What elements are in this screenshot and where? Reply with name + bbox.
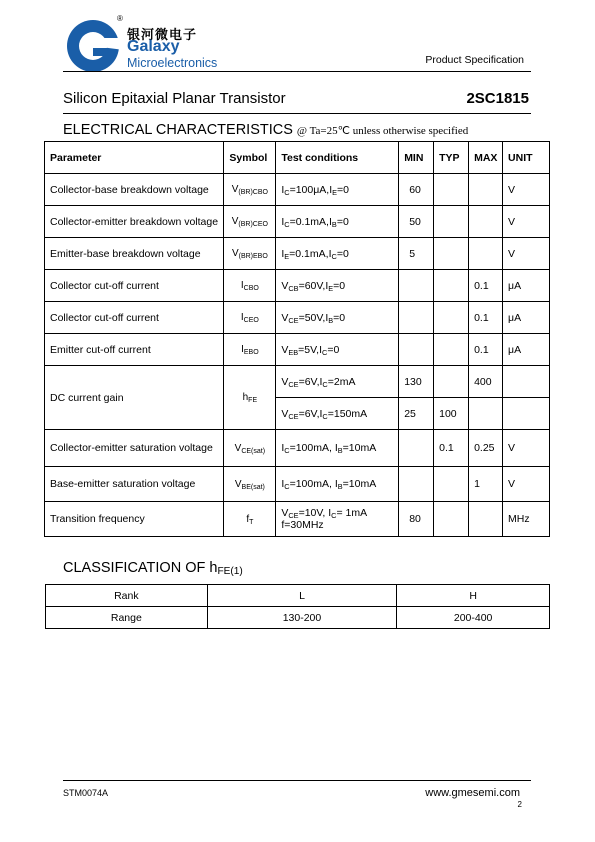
table-row [45,502,550,537]
condition-cell: $I_C=100mA$, $I_B=10mA$ [276,467,399,502]
classification-heading-sub: FE(1) [217,566,243,577]
condition-cell: $V_{CB}=60V,I_E=0$ [276,270,399,302]
document-title: Silicon Epitaxial Planar Transistor [63,90,286,107]
table-row [45,206,550,238]
condition-cell: $V_{EB}=5V,I_C=0$ [276,334,399,366]
table-header-row [45,142,550,174]
range-h: 200-400 [397,607,550,629]
min-cell: 60 [399,174,434,206]
symbol-cell: $f_T$ [224,502,276,537]
parameter-cell: Base-emitter saturation voltage [45,467,224,502]
typ-cell [434,502,469,537]
range-label: Range [46,607,208,629]
table-row [45,334,550,366]
range-row [46,607,550,629]
unit-cell: V [503,238,550,270]
symbol-cell: $V_{(BR)CEO}$ [224,206,276,238]
parameter-cell: Emitter cut-off current [45,334,224,366]
website-link[interactable]: www.gmesemi.com [425,787,520,799]
page-number: 2 [517,800,522,809]
min-cell: 50 [399,206,434,238]
unit-cell: V [503,206,550,238]
unit-cell [503,398,550,430]
rank-label: Rank [46,585,208,607]
typ-cell [434,467,469,502]
max-cell [469,398,503,430]
min-cell [399,334,434,366]
registered-mark: ® [117,14,123,23]
table-row [45,467,550,502]
max-cell: 0.1 [469,302,503,334]
condition-cell: $V_{CE}=50V,I_B=0$ [276,302,399,334]
rank-h: H [397,585,550,607]
min-cell: 80 [399,502,434,537]
typ-cell [434,270,469,302]
typ-cell [434,302,469,334]
logo-brand-name: Galaxy [127,38,180,55]
condition-cell: $V_{CE}=10V$, $I_C= 1mA$ f=30MHz [276,502,399,537]
min-cell [399,467,434,502]
typ-cell [434,206,469,238]
condition-cell: $I_C=100\mu A,I_E=0$ [276,174,399,206]
footer-divider [63,780,531,781]
classification-heading [63,560,243,576]
symbol-cell: $V_{BE(sat)}$ [224,467,276,502]
parameter-cell: Emitter-base breakdown voltage [45,238,224,270]
parameter-cell: Collector cut-off current [45,302,224,334]
unit-cell: μA [503,302,550,334]
unit-cell: μA [503,334,550,366]
max-cell: 0.1 [469,270,503,302]
electrical-heading [63,122,468,138]
table-row [45,238,550,270]
condition-cell: $I_E=0.1mA,I_C=0$ [276,238,399,270]
column-header-typ: TYP [434,142,469,174]
symbol-cell: $h_{FE}$ [224,366,276,430]
symbol-cell: $V_{CE(sat)}$ [224,430,276,467]
unit-cell: V [503,174,550,206]
max-cell: 0.25 [469,430,503,467]
product-specification-label: Product Specification [425,54,524,66]
max-cell: 0.1 [469,334,503,366]
max-cell [469,174,503,206]
classification-heading-text: CLASSIFICATION OF h [63,560,218,576]
parameter-cell: Collector-base breakdown voltage [45,174,224,206]
table-row [45,430,550,467]
header-divider [63,71,531,72]
min-cell [399,270,434,302]
column-header-unit: UNIT [503,142,550,174]
symbol-cell: $V_{(BR)EBO}$ [224,238,276,270]
symbol-cell: $I_{CEO}$ [224,302,276,334]
column-header-min: MIN [399,142,434,174]
max-cell [469,206,503,238]
column-header-max: MAX [469,142,503,174]
unit-cell: μA [503,270,550,302]
unit-cell: V [503,467,550,502]
typ-cell [434,366,469,398]
table-row [45,302,550,334]
min-cell: 130 [399,366,434,398]
symbol-cell: $V_{(BR)CBO}$ [224,174,276,206]
typ-cell: 100 [434,398,469,430]
document-id: STM0074A [63,788,109,798]
max-cell: 400 [469,366,503,398]
condition-cell: $I_C=0.1mA,I_B=0$ [276,206,399,238]
unit-cell: MHz [503,502,550,537]
title-divider [63,113,531,114]
parameter-cell: Collector cut-off current [45,270,224,302]
condition-cell: $I_C=100mA$, $I_B=10mA$ [276,430,399,467]
range-l: 130-200 [207,607,397,629]
symbol-cell: $I_{EBO}$ [224,334,276,366]
table-row [45,270,550,302]
column-header-symbol: Symbol [224,142,276,174]
logo-brand-subname: Microelectronics [127,56,218,70]
rank-row [46,585,550,607]
logo-chinese-name: 银河微电子 [127,27,198,42]
parameter-cell: Collector-emitter saturation voltage [45,430,224,467]
classification-table [45,584,550,629]
unit-cell [503,366,550,398]
unit-cell: V [503,430,550,467]
part-number: 2SC1815 [466,90,529,107]
electrical-table [44,141,550,537]
min-cell [399,430,434,467]
table-row [45,366,550,398]
max-cell [469,502,503,537]
electrical-heading-text: ELECTRICAL CHARACTERISTICS [63,122,293,138]
column-header-test-conditions: Test conditions [276,142,399,174]
max-cell: 1 [469,467,503,502]
condition-cell: $V_{CE}=6V,I_C=2mA$ [276,366,399,398]
min-cell: 25 [399,398,434,430]
max-cell [469,238,503,270]
rank-l: L [207,585,397,607]
typ-cell [434,174,469,206]
parameter-cell: Collector-emitter breakdown voltage [45,206,224,238]
condition-cell: $V_{CE}=6V,I_C=150mA$ [276,398,399,430]
electrical-condition: @ Ta=25℃ unless otherwise specified [296,125,469,137]
typ-cell [434,238,469,270]
min-cell: 5 [399,238,434,270]
table-row [45,174,550,206]
parameter-cell: DC current gain [45,366,224,430]
typ-cell [434,334,469,366]
symbol-cell: $I_{CBO}$ [224,270,276,302]
min-cell [399,302,434,334]
column-header-parameter: Parameter [45,142,224,174]
parameter-cell: Transition frequency [45,502,224,537]
typ-cell: 0.1 [434,430,469,467]
